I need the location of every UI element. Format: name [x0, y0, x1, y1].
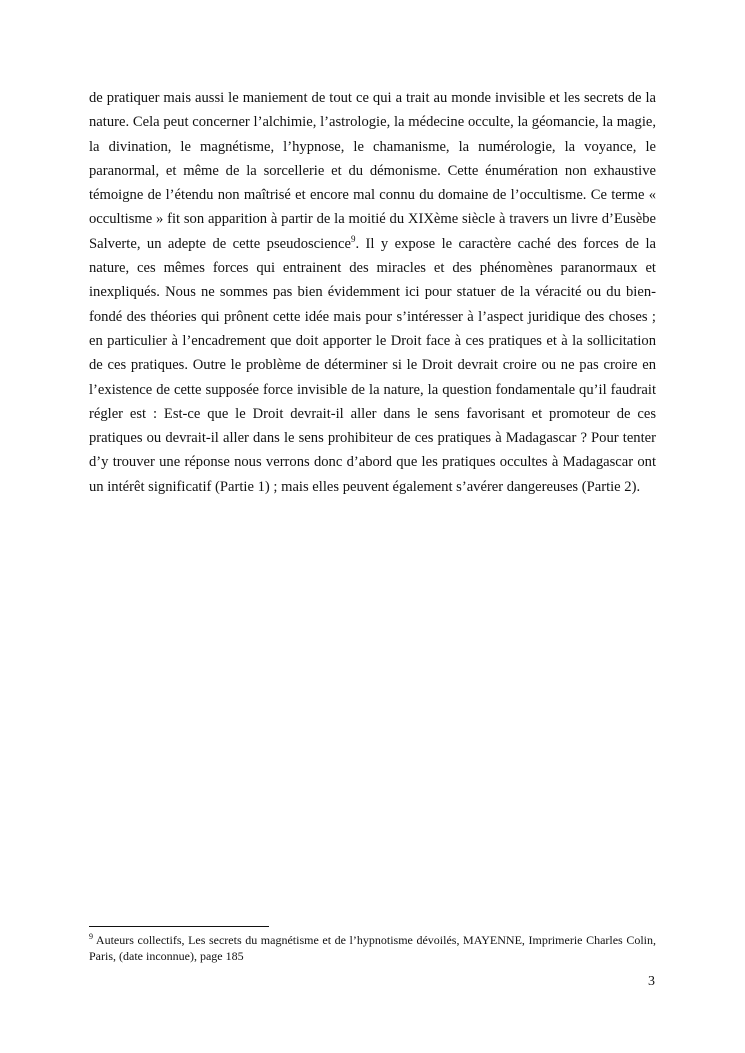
footnote-reference: 9 [350, 233, 356, 244]
paragraph-text-part1: de pratiquer mais aussi le maniement de tout ce qui a trait au monde invisible et les secrets de la nature. Cela peut concerner l’alchimie, l’astrologie, la médecine occulte, la géomancie, la magie, la divination, le magnétisme, l’hypnose, le chamanisme, la numérologie, la voyance, le paranormal, et même de la sorcellerie et du démonisme. Cette énumération non exhaustive témoigne de l’étendu non maîtrisé et encore mal connu du domaine de l’occultisme. Ce terme « occultisme » fit son apparition à partir de la moitié du XIXème siècle à travers un livre d’Eusèbe Salverte, un adepte de cette pseudoscience [89, 90, 656, 252]
footnote-text: Auteurs collectifs, Les secrets du magnétisme et de l’hypnotisme dévoilés, MAYENNE, Imprimerie Charles Colin, Paris, (date inconnue), page 185 [89, 933, 656, 963]
footnote [89, 933, 656, 964]
footnote-number: 9 [89, 932, 93, 941]
page-number: 3 [648, 974, 655, 989]
paragraph-text-part2: . Il y expose le caractère caché des forces de la nature, ces mêmes forces qui entrainent des miracles et des phénomènes paranormaux et inexpliqués. Nous ne sommes pas bien évidemment ici pour statuer de la véracité ou du bien-fondé des théories qui prônent cette idée mais pour s’intéresser à l’aspect juridique des choses ; en particulier à l’encadrement que doit apporter le Droit face à ces pratiques et à la sollicitation de ces pratiques. Outre le problème de déterminer si le Droit devrait croire ou ne pas croire en l’existence de cette supposée force invisible de la nature, la question fondamentale qu’il faudrait régler est : Est-ce que le Droit devrait-il aller dans le sens favorisant et promoteur de ces pratiques ou devrait-il aller dans le sens prohibiteur de ces pratiques à Madagascar ? Pour tenter d’y trouver une réponse nous verrons donc d’abord que les pratiques occultes à Madagascar ont un intérêt significatif (Partie 1) ; mais elles peuvent également s’avérer dangereuses (Partie 2). [89, 235, 656, 495]
footnote-separator [89, 926, 269, 927]
body-paragraph [89, 86, 656, 499]
